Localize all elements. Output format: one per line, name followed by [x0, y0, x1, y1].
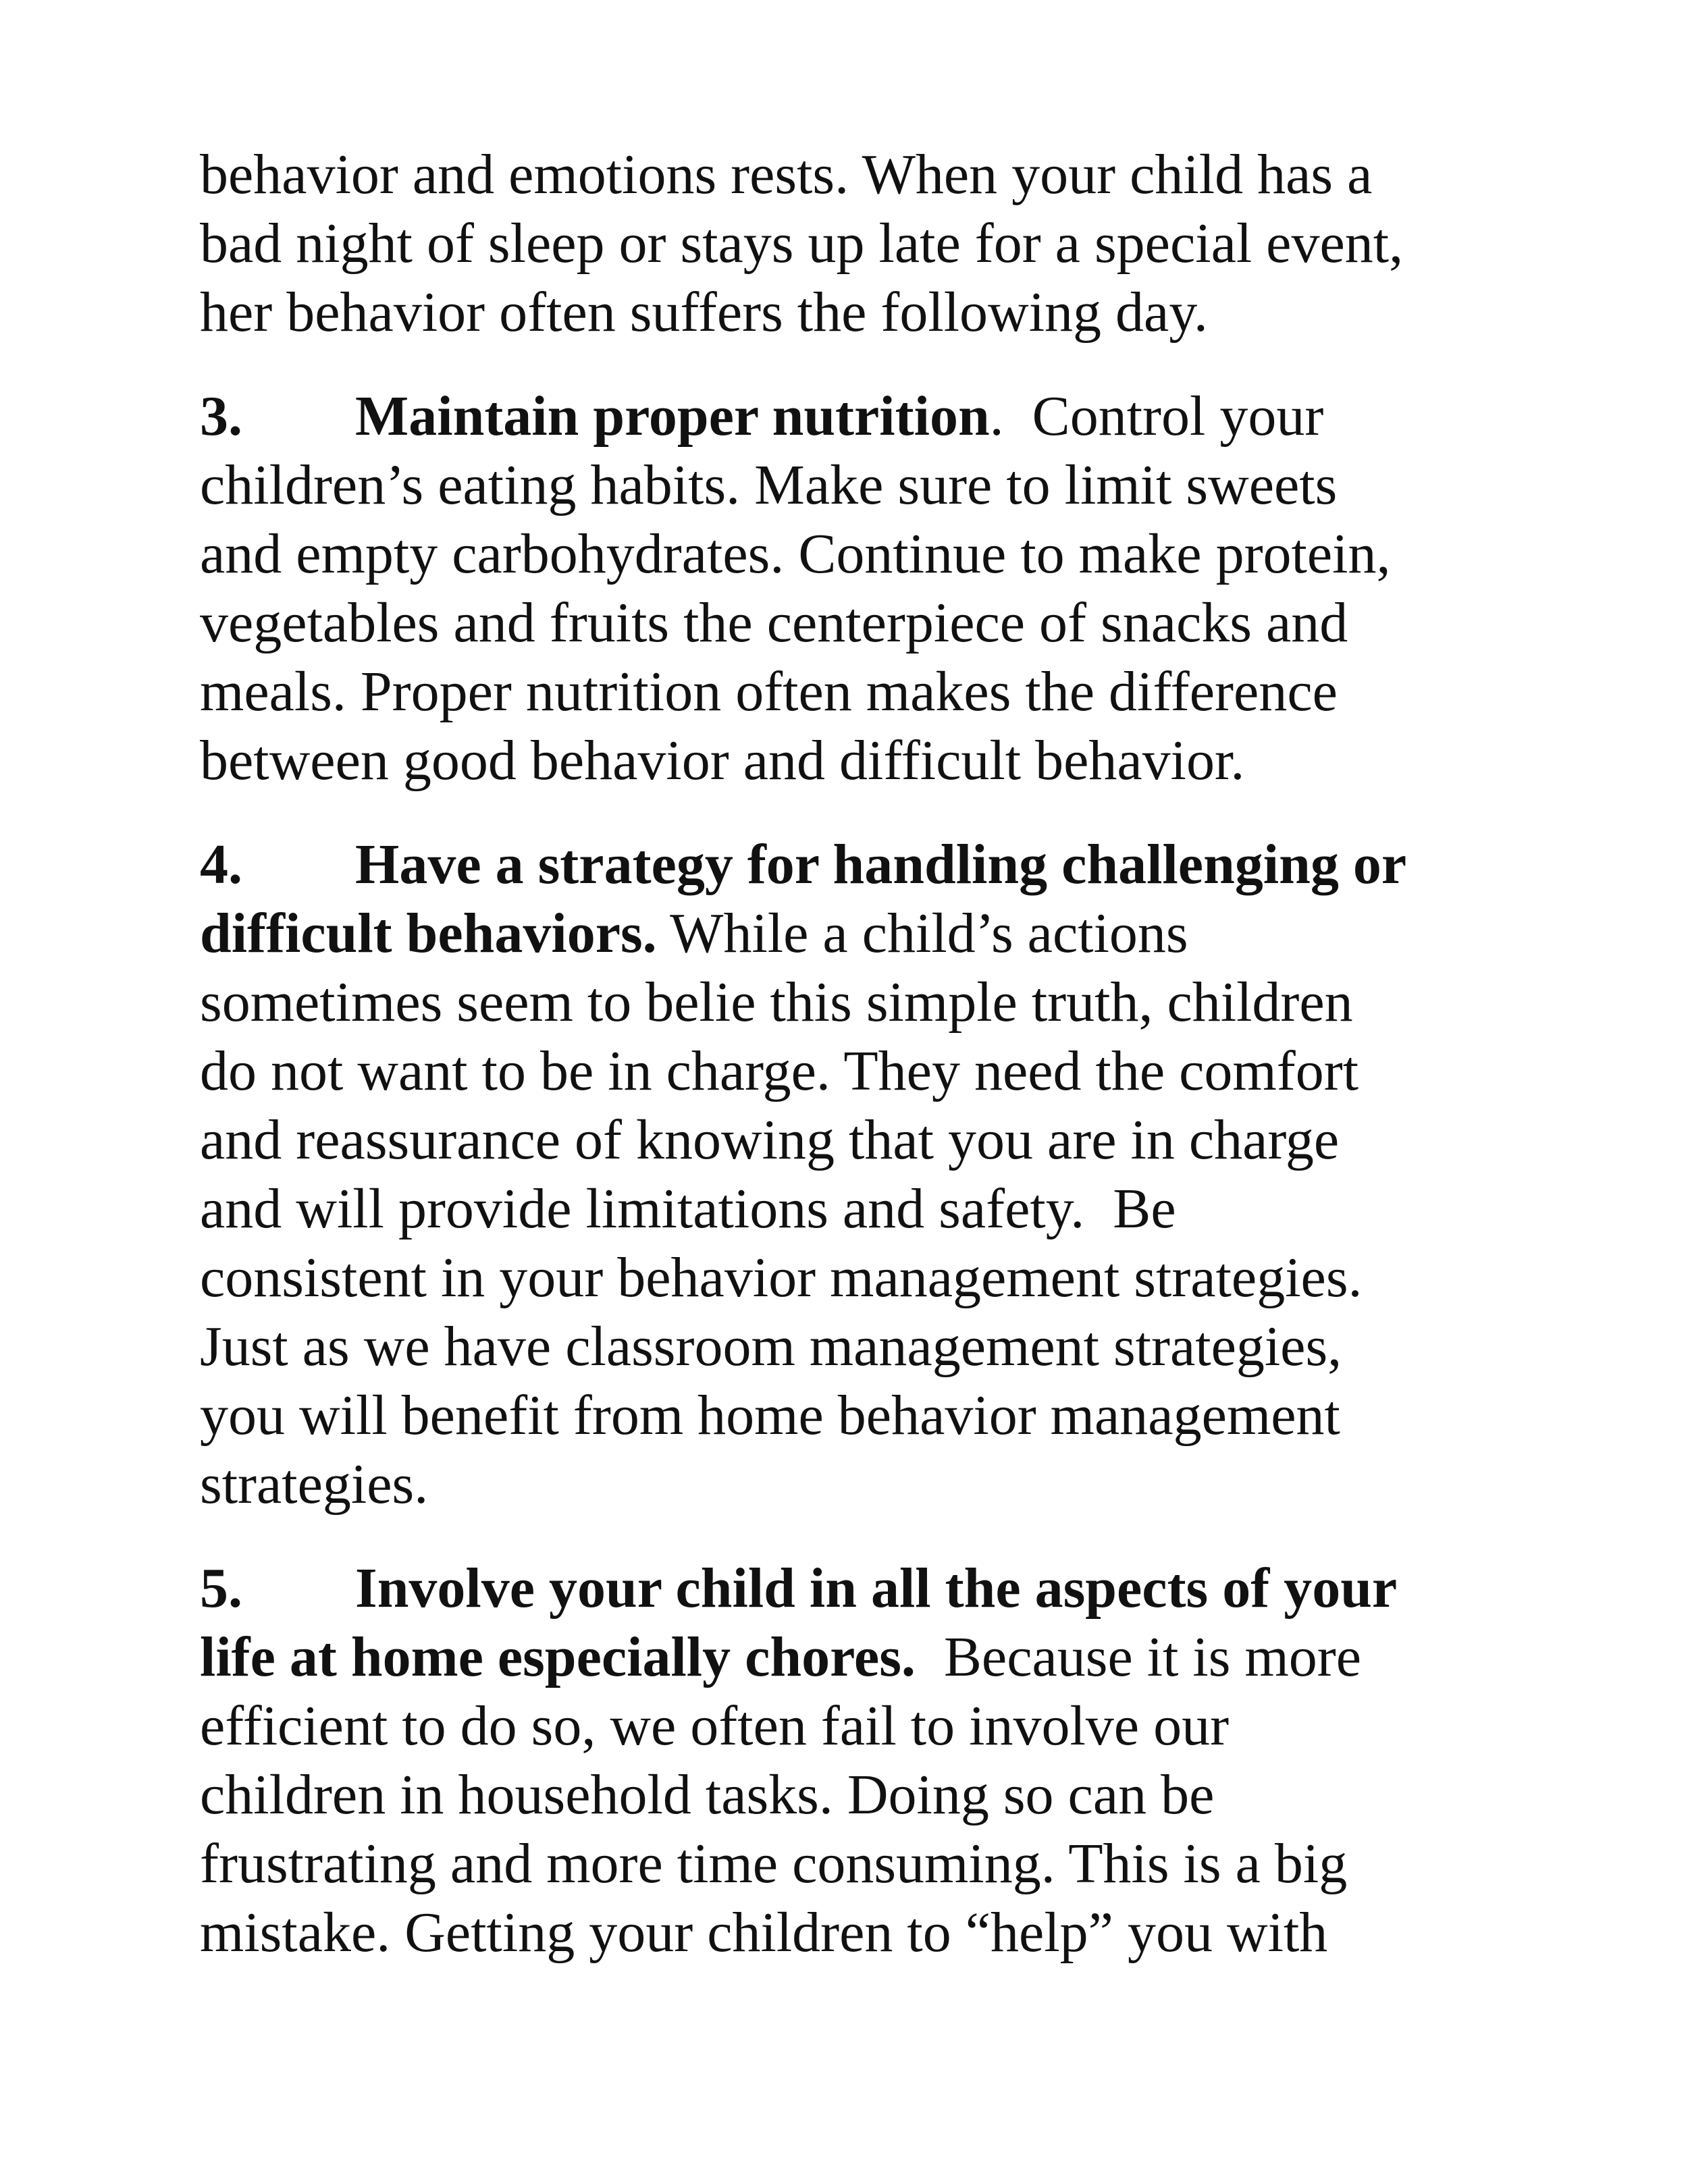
item-5-heading: Involve your child in all the aspects of your — [355, 1557, 1398, 1620]
item-4-number: 4. — [200, 833, 242, 896]
list-item-4 — [200, 830, 1516, 1519]
item-3-line: meals. Proper nutrition often makes the difference — [200, 660, 1338, 723]
item-4-line: sometimes seem to belie this simple truth, children — [200, 971, 1353, 1034]
intro-paragraph — [200, 140, 1516, 347]
item-5-heading-line — [200, 1554, 1516, 1623]
item-3-number: 3. — [200, 385, 242, 448]
item-5-line: mistake. Getting your children to “help” you with — [200, 1901, 1328, 1964]
item-4-line: Just as we have classroom management strategies, — [200, 1315, 1342, 1378]
list-item-5 — [200, 1554, 1516, 1967]
item-4-line: strategies. — [200, 1453, 429, 1516]
item-4-heading: Have a strategy for handling challenging or — [355, 833, 1407, 896]
item-3-line: children’s eating habits. Make sure to limit sweets — [200, 454, 1338, 516]
item-4-line: consistent in your behavior management strategies. — [200, 1246, 1363, 1309]
item-4-line: and will provide limitations and safety. Be — [200, 1177, 1176, 1240]
item-4-heading-line-2 — [200, 899, 1516, 968]
item-5-after-heading: Because it is more — [915, 1626, 1362, 1688]
item-4-heading-cont: difficult behaviors. — [200, 902, 657, 965]
item-5-heading-cont: life at home especially chores. — [200, 1626, 916, 1688]
item-3-heading-line — [200, 382, 1516, 451]
paragraph-spacer — [200, 1519, 1516, 1554]
item-4-line: and reassurance of knowing that you are in charge — [200, 1109, 1340, 1171]
item-5-line: efficient to do so, we often fail to involve our — [200, 1695, 1230, 1757]
intro-line: behavior and emotions rests. When your child has a — [200, 143, 1373, 206]
item-4-line: do not want to be in charge. They need the comfort — [200, 1040, 1359, 1102]
item-4-heading-line — [200, 830, 1516, 899]
item-5-number: 5. — [200, 1557, 242, 1620]
list-item-3 — [200, 382, 1516, 795]
intro-line: her behavior often suffers the following day. — [200, 281, 1208, 344]
item-5-line: children in household tasks. Doing so can be — [200, 1763, 1215, 1826]
item-5-line: frustrating and more time consuming. This is a big — [200, 1832, 1348, 1895]
item-3-line: between good behavior and difficult behavior. — [200, 729, 1245, 792]
paragraph-spacer — [200, 347, 1516, 382]
item-3-heading: Maintain proper nutrition — [355, 385, 990, 448]
paragraph-spacer — [200, 795, 1516, 830]
item-4-line: you will benefit from home behavior management — [200, 1384, 1340, 1447]
item-3-line: vegetables and fruits the centerpiece of snacks and — [200, 591, 1348, 654]
intro-line: bad night of sleep or stays up late for a special event, — [200, 212, 1404, 275]
item-5-heading-line-2 — [200, 1623, 1516, 1692]
document-body — [200, 140, 1516, 1967]
item-3-heading-tail: . Control your — [989, 385, 1324, 448]
item-3-line: and empty carbohydrates. Continue to make protein, — [200, 523, 1391, 585]
item-4-after-heading: While a child’s actions — [656, 902, 1188, 965]
